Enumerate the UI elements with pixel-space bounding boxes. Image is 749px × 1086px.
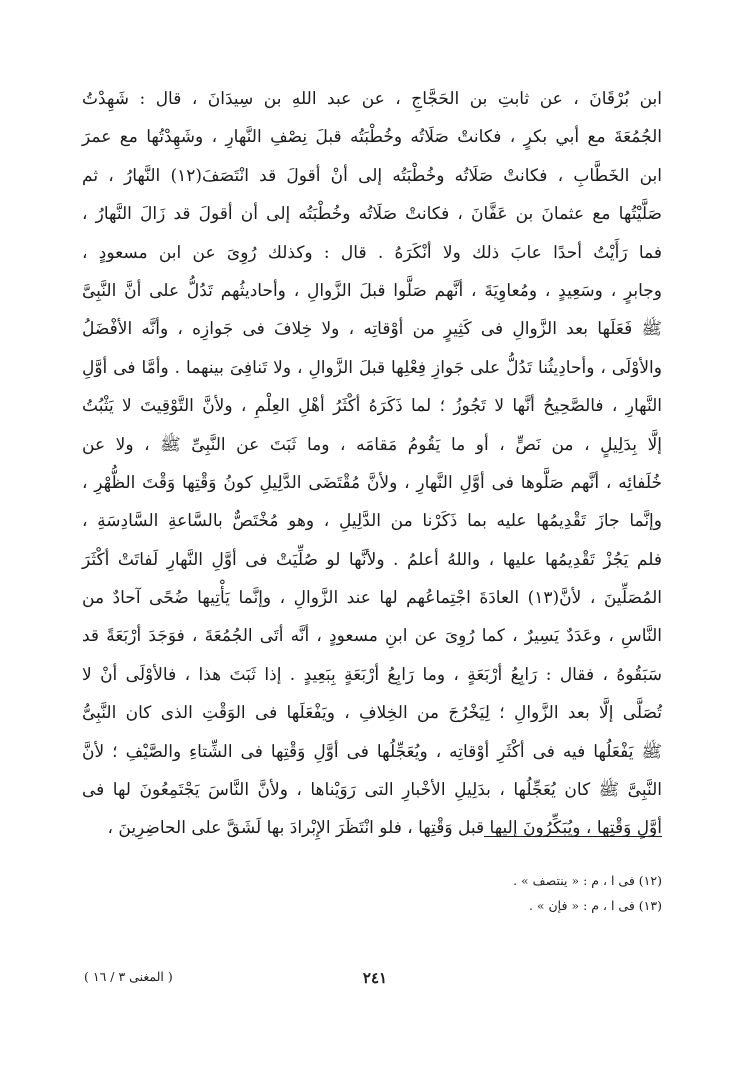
footnote-13: (١٣) فى ا ، م : « فإن » . [528,898,662,913]
text-line: والأوْلَى ، وأحادِيثُنا تَدُلُّ على جَوازِ فِعْلِها قبلَ الزَّوالِ ، ولا تَنافِىَ بينهما . وأمَّا فى أوَّلِ [82,357,662,378]
text-line: خُلَفائِه ، أنَّهم صَلَّوها فى أوَّلِ النَّهارِ ، ولأنَّ مُقْتَضَى الدَّلِيلِ كونُ وَقْتِها وَقْتَ الظُّهْرِ ، [82,472,662,493]
text-line: النَّبِىَّ ﷺ كان يُعَجِّلُها ، بدَلِيلِ الأخْبارِ التى رَوَيْناها ، ولأنَّ النَّاسَ يَجْتَمِعُونَ لها فى [82,780,662,801]
footnote-12: (١٢) فى ا ، م : « ينتصف » . [513,873,662,888]
text-line: المُصَلِّينَ ، لأنَّ(١٣) العادَةَ اجْتِماعُهم لها عند الزَّوالِ ، وإنَّما يَأْتِيها ضُحًى آحادٌ من [82,588,662,609]
text-line: ﷺ فَعَلَها بعد الزَّوالِ فى كَثِيرٍ من أوْقاتِه ، ولا خِلافَ فى جَوازِه ، وأنَّه الأفْضَلُ [82,319,662,340]
volume-reference: ( المغنى ٣ / ١٦ ) [84,969,173,984]
text-line: ابن الخَطَّابِ ، فكانتْ صَلَاتُه وخُطْبَتُه إلى أنْ أقولَ قد انْتَصَفَ(١٢) النَّهارُ ، ثم [82,165,662,186]
text-line: تُصَلَّى إلَّا بعد الزَّوالِ ؛ لِيَخْرُجَ من الخِلافِ ، ويَفْعَلَها فى الوَقْتِ الذى كان النَّبِىُّ [82,703,662,724]
text-line: ابن بُرْقَانَ ، عن ثابتِ بن الحَجَّاجِ ، عن عبد اللهِ بن سِيدَانَ ، قال : شَهِدْتُ [82,89,662,109]
footnotes [262,868,662,918]
text-line: النَّهارِ ، فالصَّحِيحُ أنَّها لا تَجُوزُ ؛ لما ذَكَرَهُ أكْثَرُ أهْلِ العِلْمِ ، ولأنَّ التَّوْقِيتَ لا يَثْبُتُ [82,396,662,417]
text-line: ﷺ يَفْعَلُها فيه فى أكْثَرِ أوْقاتِه ، ويُعَجِّلُها فى أوَّلِ وَقْتِها فى الشِّتاءِ والصَّيْفِ ؛ لأنَّ [82,741,662,762]
text-line: فما رَأَيْتُ أحدًا عابَ ذلك ولا أنْكَرَهُ . قال : وكذلك رُوِىَ عن ابن مسعودٍ ، [82,242,662,263]
text-line: صَلَّيْتُها مع عثمانَ بن عَفَّانَ ، فكانتْ صَلَاتُه وخُطْبَتُه إلى أن أقولَ قد زَالَ النَّهارُ ، [82,204,662,225]
text-line: النَّاسِ ، وعَدَدٌ يَسِيرٌ ، كما رُوِىَ عن ابنِ مسعودٍ ، أنَّه أتَى الجُمُعَةَ ، فوَجَدَ أرْبَعَةً قد [82,626,662,647]
main-text-block [82,80,662,848]
text-line: إلَّا بِدَلِيلٍ ، من نَصٍّ ، أو ما يَقُومُ مَقامَه ، وما ثَبَتَ عن النَّبِىِّ ﷺ ، ولا عن [82,434,662,455]
footnote-divider [484,836,662,837]
text-line: الجُمُعَةَ مع أبي بكرٍ ، فكانتْ صَلَاتُه وخُطْبَتُه قبلَ نِصْفِ النَّهارِ ، وشَهِدْتُها مع عمرَ [82,127,662,148]
text-line: سَبَقُوهُ ، فقال : رَابِعُ أرْبَعَةٍ ، وما رَابِعُ أرْبَعَةٍ بِبَعِيدٍ . إذا ثَبَتَ هذا ، فالأوْلَى أنْ لا [82,664,662,685]
text-line: وجابرٍ ، وسَعِيدٍ ، ومُعاوِيَةَ ، أنَّهم صَلَّوا قبلَ الزَّوالِ ، وأحاديثُهم تَدُلُّ على أنَّ النَّبِىَّ [82,280,662,301]
text-line: فلم يَجُزْ تَقْدِيمُها عليها ، واللهُ أعلمُ . ولأنَّها لو صُلِّيَتْ فى أوَّلِ النَّهارِ لَفاتَتْ أكْثَرَ [82,549,662,570]
text-line: أوَّلِ وَقْتِها ، ويُبَكِّرُونَ إليها قبل وَقْتِها ، فلو انْتَظَرَ الإِبْرادَ بها لَشَقَّ على الحاضِرِينَ ، [107,818,662,839]
text-line: وإنَّما جازَ تَقْدِيمُها عليه بما ذَكَرْنا من الدَّلِيلِ ، وهو مُخْتَصٌّ بالسَّاعةِ السَّادِسَةِ ، [82,511,662,532]
page-number: ٢٤١ [362,969,388,987]
